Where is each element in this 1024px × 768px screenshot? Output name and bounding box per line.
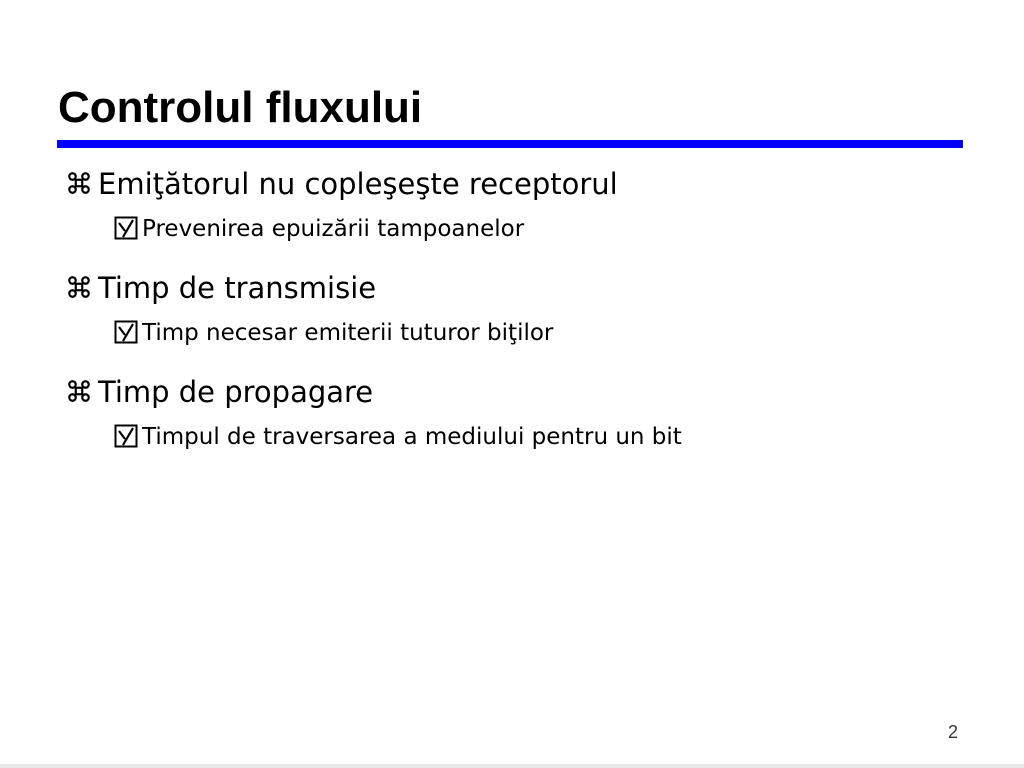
- bullet-text: Timp de propagare: [98, 375, 374, 409]
- bottom-divider: [0, 764, 1024, 768]
- bullet-item-2: [66, 264, 966, 312]
- bullet-item-3: [66, 368, 966, 416]
- command-key-icon: [66, 378, 92, 404]
- bullet-text: Emiţătorul nu copleşeşte receptorul: [98, 167, 618, 201]
- checked-box-icon: [114, 424, 138, 448]
- sub-bullet-item-2: [66, 312, 966, 368]
- sub-bullet-text: Timpul de traversarea a mediului pentru un bit: [142, 424, 682, 450]
- sub-bullet-text: Timp necesar emiterii tuturor biţilor: [142, 320, 554, 346]
- bullet-item-1: [66, 160, 966, 208]
- command-key-icon: [66, 170, 92, 196]
- sub-bullet-item-1: [66, 208, 966, 264]
- checked-box-icon: [114, 216, 138, 240]
- bullet-list: [66, 160, 966, 472]
- slide-title: Controlul fluxului: [58, 83, 423, 132]
- command-key-icon: [66, 274, 92, 300]
- bullet-text: Timp de transmisie: [98, 271, 377, 305]
- sub-bullet-text: Prevenirea epuizării tampoanelor: [142, 216, 525, 242]
- sub-bullet-item-3: [66, 416, 966, 472]
- checked-box-icon: [114, 320, 138, 344]
- page-number: 2: [947, 722, 958, 742]
- title-underline: [57, 140, 963, 148]
